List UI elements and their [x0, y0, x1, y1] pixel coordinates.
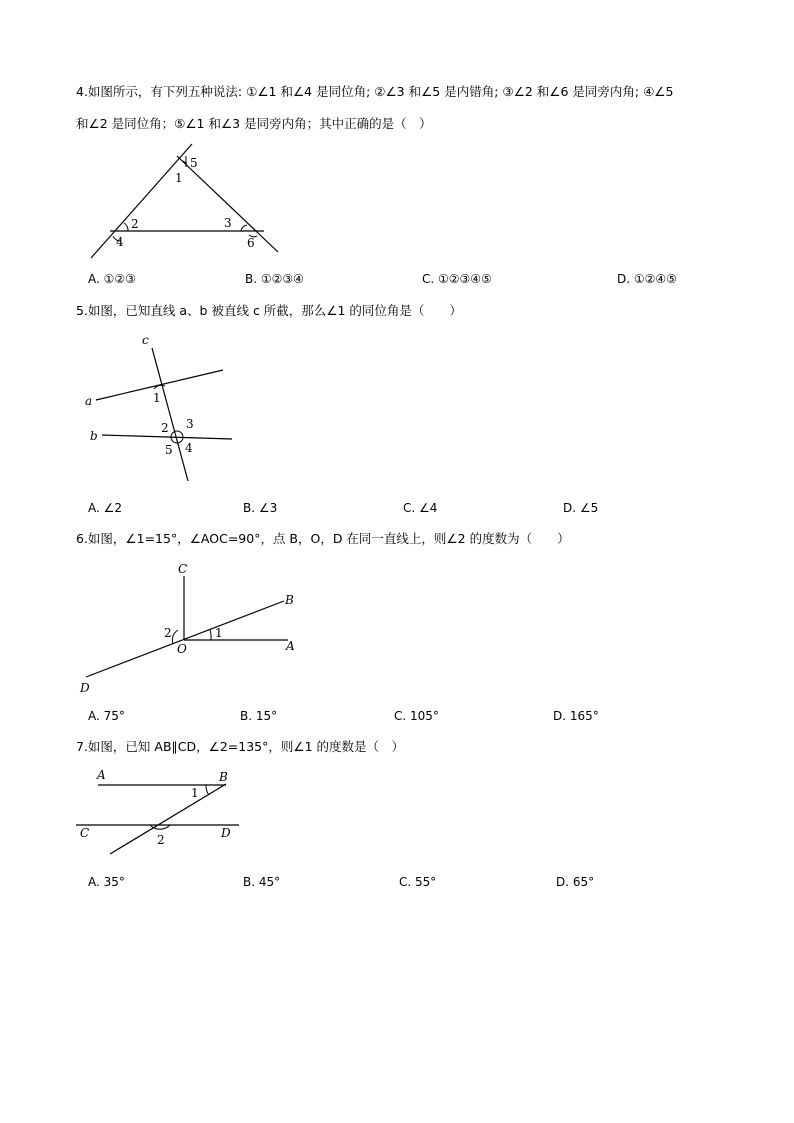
q4-label-2: 2	[131, 217, 139, 231]
q6-stem: 6.如图，∠1=15°，∠AOC=90°，点 B，O，D 在同一直线上，则∠2 的度数为（ ）	[76, 531, 570, 546]
q4-option-a[interactable]: A. ①②③	[88, 272, 136, 286]
q5-option-c[interactable]: C. ∠4	[403, 501, 438, 515]
q4-label-4: 4	[116, 235, 124, 249]
q7-label-A: A	[97, 768, 106, 782]
q7-option-b[interactable]: B. 45°	[243, 875, 281, 889]
q5-label-a: a	[85, 394, 93, 408]
q7-label-2: 2	[157, 833, 165, 847]
q4-label-5: 5	[190, 156, 198, 170]
q4-option-c[interactable]: C. ①②③④⑤	[422, 272, 492, 286]
q6-label-D: D	[80, 681, 90, 695]
q4-stem-line1: 4.如图所示，有下列五种说法: ①∠1 和∠4 是同位角; ②∠3 和∠5 是内错角; ③∠2 和∠6 是同旁内角; ④∠5	[76, 84, 674, 99]
q4-option-b[interactable]: B. ①②③④	[245, 272, 304, 286]
q5-label-2: 2	[161, 421, 169, 435]
q7-label-B: B	[219, 770, 228, 784]
q7-label-D: D	[221, 826, 231, 840]
q4-option-d[interactable]: D. ①②④⑤	[617, 272, 677, 286]
q5-label-1: 1	[153, 391, 161, 405]
q4-label-6: 6	[247, 236, 255, 250]
q5-label-4: 4	[185, 441, 193, 455]
q7-stem: 7.如图，已知 AB∥CD，∠2=135°，则∠1 的度数是（ ）	[76, 739, 405, 754]
q6-label-A: A	[286, 639, 295, 653]
q6-option-b[interactable]: B. 15°	[240, 709, 278, 723]
q5-option-b[interactable]: B. ∠3	[243, 501, 278, 515]
q6-label-1: 1	[215, 626, 223, 640]
q6-option-c[interactable]: C. 105°	[394, 709, 439, 723]
q7-label-1: 1	[191, 786, 199, 800]
q6-option-a[interactable]: A. 75°	[88, 709, 125, 723]
q4-stem-line2: 和∠2 是同位角；⑤∠1 和∠3 是同旁内角；其中正确的是（ ）	[76, 116, 432, 131]
q4-label-1: 1	[175, 171, 183, 185]
q6-label-B: B	[285, 593, 294, 607]
q7-option-d[interactable]: D. 65°	[556, 875, 595, 889]
q5-stem: 5.如图，已知直线 a、b 被直线 c 所截，那么∠1 的同位角是（ ）	[76, 303, 462, 318]
q7-label-C: C	[80, 826, 90, 840]
q5-label-b: b	[90, 429, 98, 443]
q6-option-d[interactable]: D. 165°	[553, 709, 599, 723]
q5-label-5: 5	[165, 443, 173, 457]
q4-label-3: 3	[224, 216, 232, 230]
q5-option-a[interactable]: A. ∠2	[88, 501, 123, 515]
q6-label-2: 2	[164, 626, 172, 640]
q6-label-C: C	[178, 562, 188, 576]
q7-angle-arc-1	[206, 785, 209, 795]
q5-option-d[interactable]: D. ∠5	[563, 501, 599, 515]
q7-option-a[interactable]: A. 35°	[88, 875, 125, 889]
q5-label-3: 3	[186, 417, 194, 431]
q6-label-O: O	[177, 642, 187, 656]
q5-label-c: c	[142, 333, 149, 347]
q7-option-c[interactable]: C. 55°	[399, 875, 437, 889]
